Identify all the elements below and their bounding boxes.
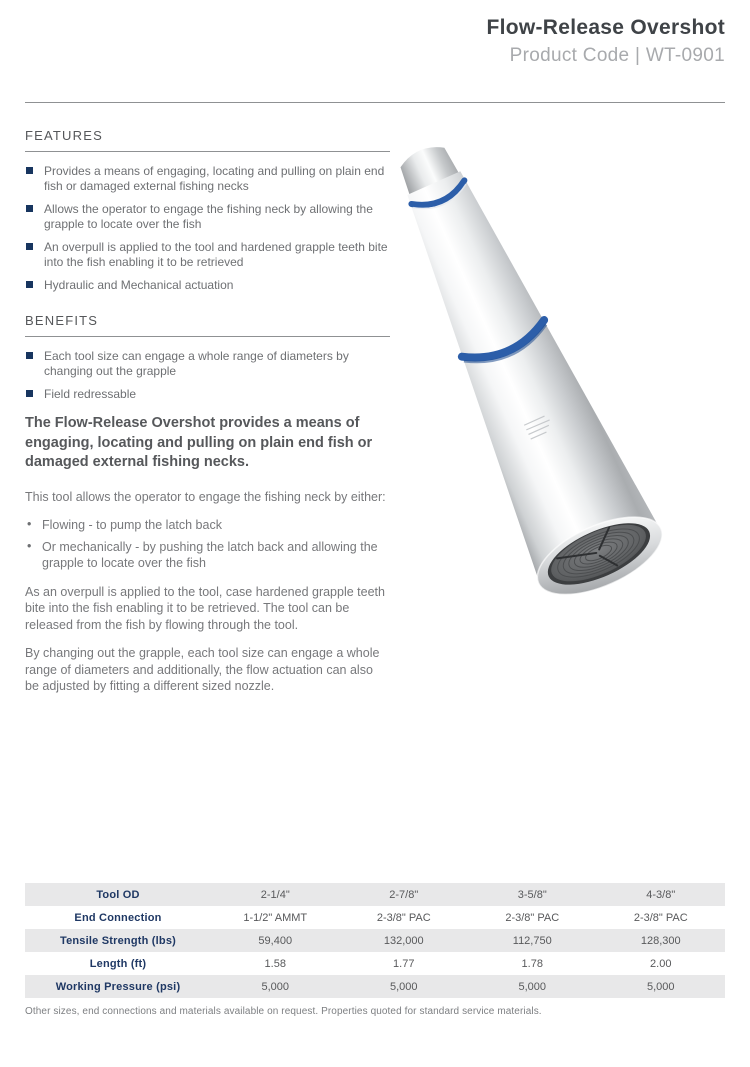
spec-row [25, 929, 725, 952]
header-divider [25, 102, 725, 103]
spec-cell: 5,000 [646, 980, 675, 993]
spec-cell: 2-3/8" PAC [505, 911, 560, 924]
spec-cell: 3-5/8" [517, 888, 547, 901]
spec-cell: 2-3/8" PAC [633, 911, 688, 924]
feature-item-text: An overpull is applied to the tool and hardened grapple teeth bite into the fish enabling it to be retrieved [44, 240, 388, 269]
spec-cell: 5,000 [518, 980, 547, 993]
square-bullet-icon [26, 167, 33, 174]
page-title: Flow-Release Overshot [486, 16, 725, 39]
description-bullet [27, 517, 390, 534]
feature-item-text: Allows the operator to engage the fishing neck by allowing the grapple to locate over the fish [44, 202, 373, 231]
description-bullet-text: Or mechanically - by pushing the latch back and allowing the grapple to locate over the fish [42, 539, 378, 570]
square-bullet-icon [26, 205, 33, 212]
description-bullet-list [27, 517, 390, 572]
spec-cell: 59,400 [258, 934, 293, 947]
features-heading: FEATURES [25, 128, 390, 152]
square-bullet-icon [26, 243, 33, 250]
header [486, 16, 725, 67]
spec-cell: 2-3/8" PAC [376, 911, 431, 924]
feature-item-text: Provides a means of engaging, locating and pulling on plain end fish or damaged external fishing necks [44, 164, 385, 193]
benefits-section [25, 313, 390, 402]
description-para3: By changing out the grapple, each tool size can engage a whole range of diameters and additionally, the flow actuation can also be adjusted by fitting a different sized nozzle. [25, 646, 380, 693]
spec-cell: 1.58 [264, 957, 286, 970]
feature-item-text: Hydraulic and Mechanical actuation [44, 278, 234, 292]
spec-row [25, 906, 725, 929]
feature-item [25, 278, 390, 293]
spec-table [25, 883, 725, 998]
square-bullet-icon [26, 390, 33, 397]
spec-row [25, 952, 725, 975]
spec-cell: 112,750 [512, 934, 552, 947]
spec-row [25, 883, 725, 906]
content-column [25, 128, 390, 695]
benefits-heading: BENEFITS [25, 313, 390, 337]
spec-row-label: Working Pressure (psi) [55, 980, 181, 993]
product-image [382, 134, 734, 630]
spec-cell: 5,000 [389, 980, 418, 993]
feature-item [25, 240, 390, 270]
spec-cell: 4-3/8" [646, 888, 676, 901]
dot-bullet-icon: • [27, 517, 32, 531]
feature-item [25, 202, 390, 232]
spec-cell: 1-1/2" AMMT [243, 911, 308, 924]
benefit-item [25, 349, 390, 379]
spec-cell: 1.78 [521, 957, 543, 970]
spec-cell: 2-7/8" [389, 888, 419, 901]
square-bullet-icon [26, 281, 33, 288]
square-bullet-icon [26, 352, 33, 359]
benefit-item-text: Field redressable [44, 387, 137, 401]
spec-row-label: End Connection [74, 911, 162, 924]
spec-row-label: Length (ft) [89, 957, 147, 970]
description-bullet-text: Flowing - to pump the latch back [42, 518, 222, 532]
description-intro: This tool allows the operator to engage the fishing neck by either: [25, 489, 386, 504]
benefit-item [25, 387, 390, 402]
spec-cell: 132,000 [383, 934, 424, 947]
benefits-list [25, 349, 390, 402]
spec-row [25, 975, 725, 998]
dot-bullet-icon: • [27, 538, 32, 553]
spec-cell: 5,000 [261, 980, 290, 993]
feature-item [25, 164, 390, 194]
spec-cell: 1.77 [393, 957, 415, 970]
overshot-tool-illustration [382, 134, 734, 630]
features-list [25, 164, 390, 293]
description-lead: The Flow-Release Overshot provides a means of engaging, locating and pulling on plain end fish or damaged external fishing necks. [25, 415, 373, 470]
product-code: Product Code | WT-0901 [509, 45, 725, 66]
benefit-item-text: Each tool size can engage a whole range of diameters by changing out the grapple [44, 349, 349, 378]
description-bullet [27, 539, 390, 572]
spec-cell: 2-1/4" [260, 888, 290, 901]
spec-cell: 128,300 [640, 934, 681, 947]
spec-cell: 2.00 [650, 957, 672, 970]
spec-row-label: Tensile Strength (lbs) [59, 934, 177, 947]
footnote: Other sizes, end connections and materials available on request. Properties quoted for standard service materials. [25, 1006, 542, 1017]
spec-row-label: Tool OD [96, 888, 140, 901]
description-para2: As an overpull is applied to the tool, case hardened grapple teeth bite into the fish enabling it to be retrieved. The tool can be released from the fish by flowing through the tool. [25, 584, 385, 632]
